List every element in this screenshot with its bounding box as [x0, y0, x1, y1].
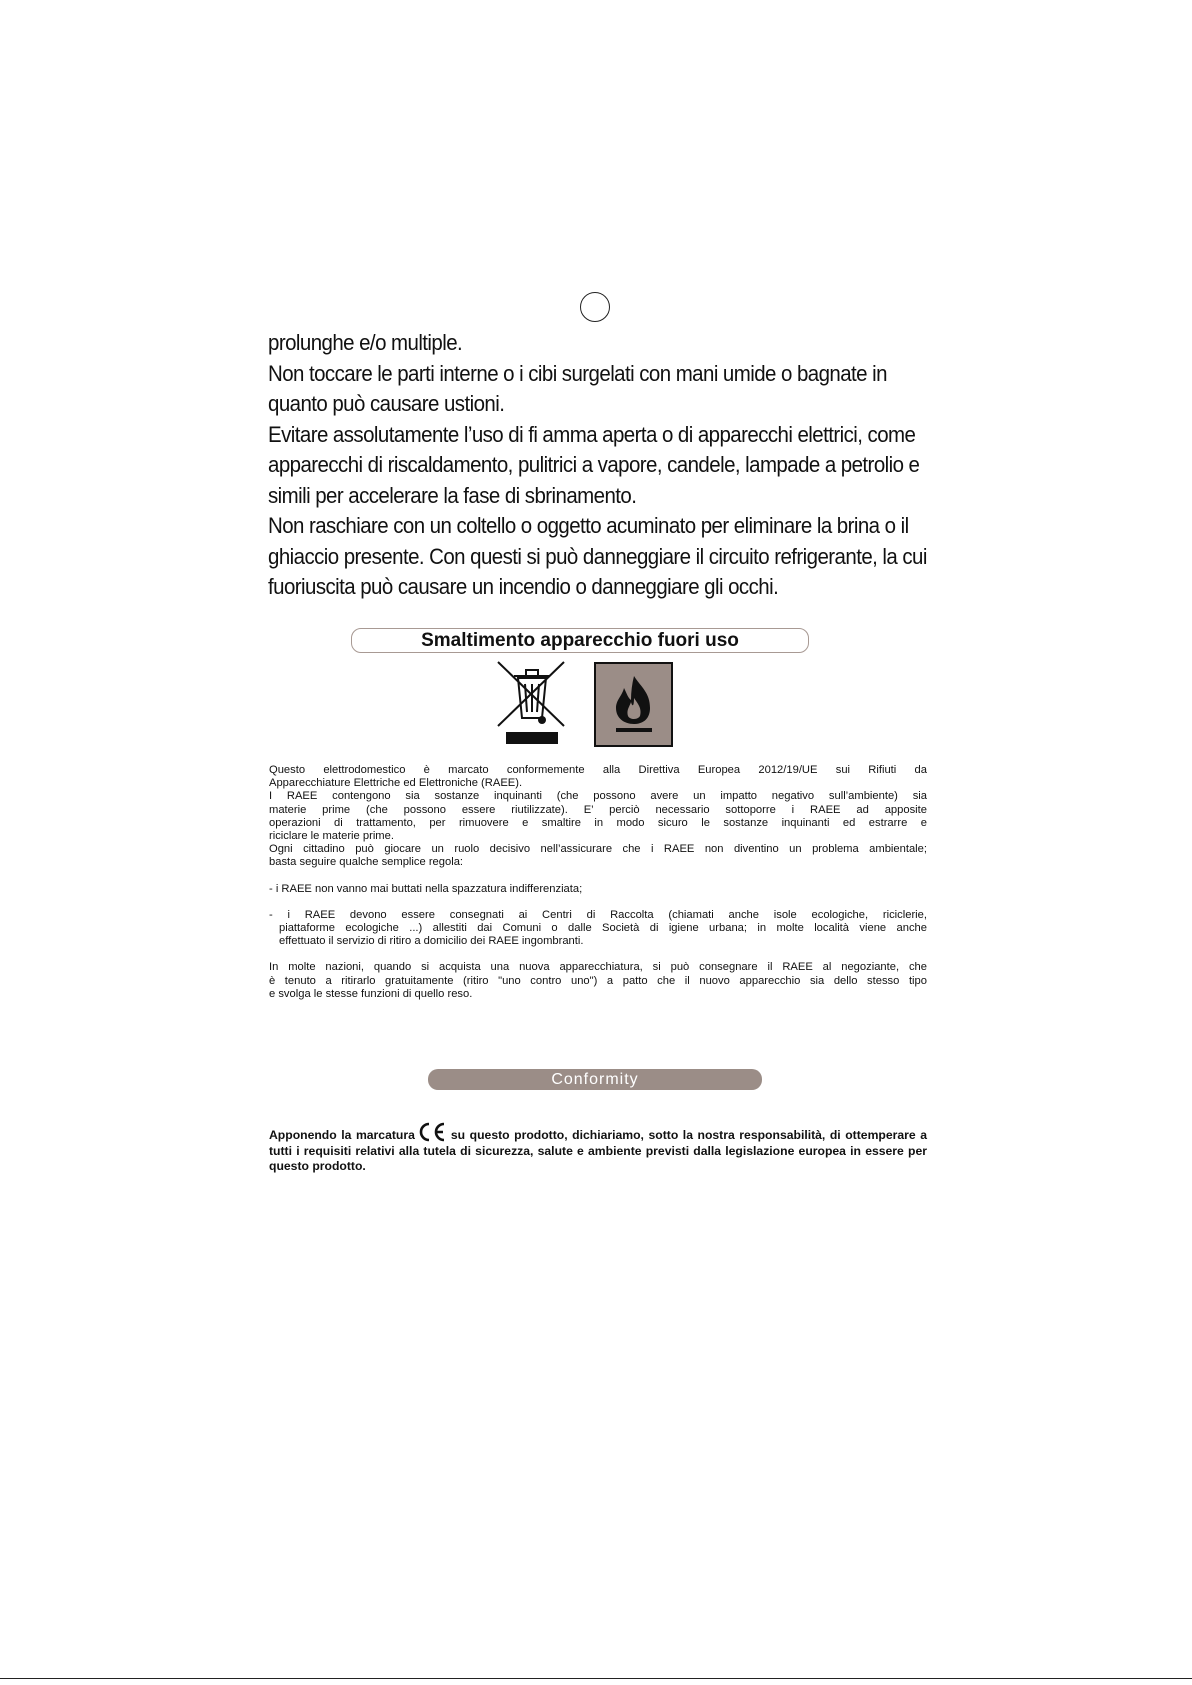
rule-item-continued: piattaforme ecologiche ...) allestiti dai Comuni o dalle Società di igiene urbana; in molte località viene anche	[279, 922, 927, 935]
paragraph-line: e svolga le stesse funzioni di quello reso.	[269, 987, 473, 1000]
rule-item-continued: effettuato il servizio di ritiro a domicilio dei RAEE ingombranti.	[279, 935, 584, 948]
paragraph-line: basta seguire qualche semplice regola:	[269, 856, 464, 869]
disposal-section-title: Smaltimento apparecchio fuori uso	[351, 628, 809, 653]
crossed-out-wheelie-bin-icon	[496, 660, 568, 746]
warning-line: fuoriuscita può causare un incendio o danneggiare gli occhi.	[268, 574, 779, 599]
flammable-flame-icon	[594, 662, 673, 747]
paragraph-line: è tenuto a ritirarlo gratuitamente (ritiro "uno contro uno") a patto che il nuovo apparecchio sia dello stesso tipo	[269, 974, 927, 987]
warning-line: Non toccare le parti interne o i cibi surgelati con mani umide o bagnate in	[268, 360, 887, 386]
rule-item: - i RAEE non vanno mai buttati nella spazzatura indifferenziata;	[269, 882, 583, 895]
page-marker-circle	[580, 292, 610, 322]
rule-item: - i RAEE devono essere consegnati ai Centri di Raccolta (chiamati anche isole ecologiche, riciclerie,	[269, 908, 927, 921]
paragraph-line: Apparecchiature Elettriche ed Elettroniche (RAEE).	[269, 777, 523, 790]
paragraph-line: riciclare le materie prime.	[269, 830, 394, 843]
ce-mark-icon	[417, 1122, 447, 1142]
warning-line: quanto può causare ustioni.	[268, 391, 505, 416]
warning-line: ghiaccio presente. Con questi si può danneggiare il circuito refrigerante, la cui	[268, 543, 927, 569]
weee-disposal-text	[269, 764, 927, 1001]
safety-warnings	[268, 328, 927, 603]
conformity-text-before-mark: Apponendo la marcatura	[269, 1128, 415, 1142]
paragraph-line: materie prime (che possono essere riutilizzate). E’ perciò necessario sottoporre i RAEE ad apposite	[269, 803, 927, 816]
paragraph-line: I RAEE contengono sia sostanze inquinanti (che possono avere un impatto negativo sull’ambiente) sia	[269, 790, 927, 803]
paragraph-line: Questo elettrodomestico è marcato conformemente alla Direttiva Europea 2012/19/UE sui Rifiuti da	[269, 764, 927, 776]
paragraph-line: Ogni cittadino può giocare un ruolo decisivo nell’assicurare che i RAEE non diventino un problema ambientale;	[269, 843, 927, 856]
paragraph-line: In molte nazioni, quando si acquista una nuova apparecchiatura, si può consegnare il RAEE al negoziante, che	[269, 961, 927, 974]
conformity-section-title: Conformity	[428, 1069, 762, 1090]
warning-line: apparecchi di riscaldamento, pulitrici a vapore, candele, lampade a petrolio e	[268, 452, 920, 477]
warning-line: Non raschiare con un coltello o oggetto acuminato per eliminare la brina o il	[268, 513, 909, 538]
conformity-text-after-mark: su questo prodotto, dichiariamo, sotto la nostra responsabilità, di ottemperare a tutti i requisiti relativi alla tutela di sicurezza, salute e ambiente previsti dalla legislazione europea in essere per questo prodotto.	[269, 1128, 927, 1173]
warning-line: prolunghe e/o multiple.	[268, 330, 463, 355]
footer-divider	[0, 1678, 1192, 1679]
warning-line: Evitare assolutamente l’uso di fi amma aperta o di apparecchi elettrici, come	[268, 421, 916, 447]
warning-line: simili per accelerare la fase di sbrinamento.	[268, 482, 637, 508]
paragraph-line: operazioni di trattamento, per rimuovere e smaltire in modo sicuro le sostanze inquinanti ed estrarre e	[269, 816, 927, 829]
conformity-declaration	[269, 1122, 927, 1175]
